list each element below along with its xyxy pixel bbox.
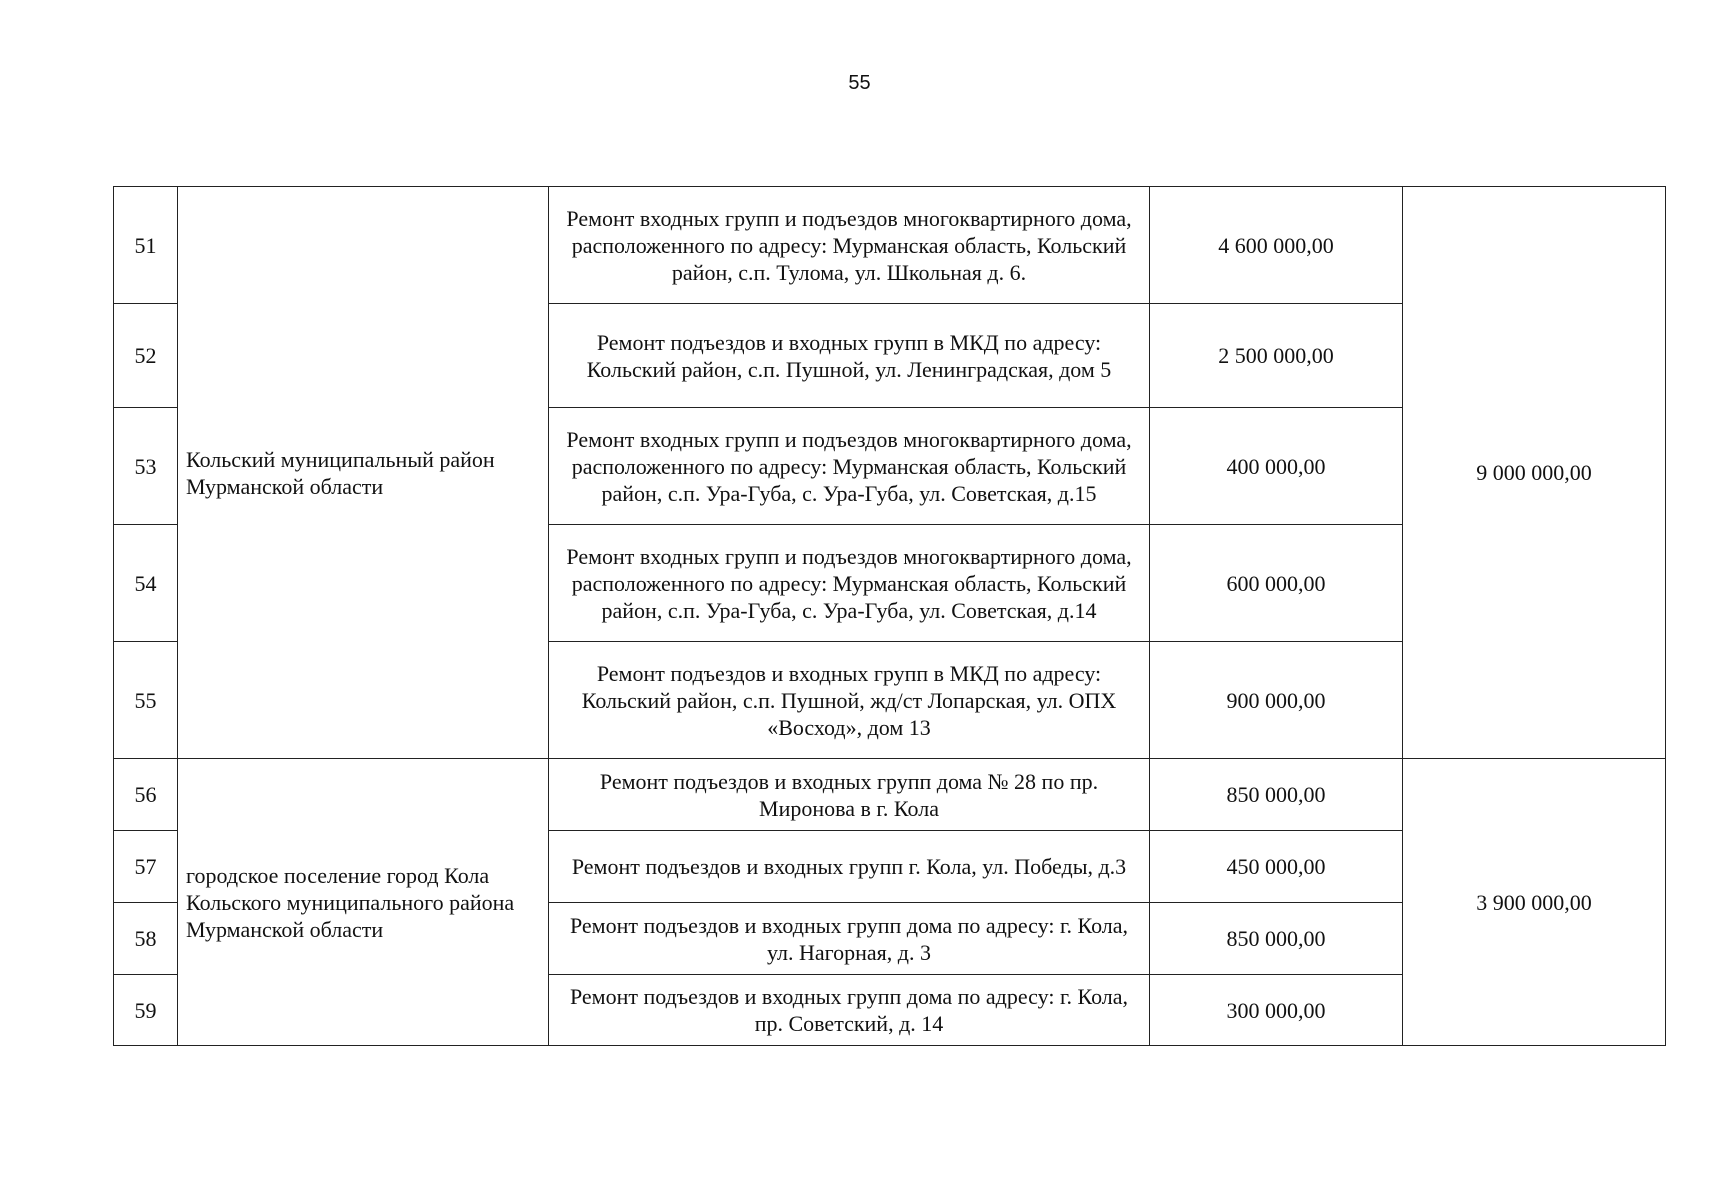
table-row — [114, 759, 1666, 831]
group-total-cell: 3 900 000,00 — [1403, 759, 1666, 1046]
amount-cell: 300 000,00 — [1150, 975, 1403, 1046]
amount-cell: 2 500 000,00 — [1150, 304, 1403, 408]
row-number: 53 — [114, 408, 178, 525]
amount-cell: 600 000,00 — [1150, 525, 1403, 642]
work-description: Ремонт подъездов и входных групп дома по адресу: г. Кола, ул. Нагорная, д. 3 — [549, 903, 1150, 975]
table-row — [114, 187, 1666, 304]
row-number: 56 — [114, 759, 178, 831]
amount-cell: 400 000,00 — [1150, 408, 1403, 525]
row-number: 57 — [114, 831, 178, 903]
group-total-cell: 9 000 000,00 — [1403, 187, 1666, 759]
work-description: Ремонт подъездов и входных групп в МКД по адресу: Кольский район, с.п. Пушной, ул. Ленинградская, дом 5 — [549, 304, 1150, 408]
row-number: 59 — [114, 975, 178, 1046]
work-description: Ремонт входных групп и подъездов многоквартирного дома, расположенного по адресу: Мурманская область, Кольский район, с.п. Ура-Губа, с. Ура-Губа, ул. Советская, д.14 — [549, 525, 1150, 642]
amount-cell: 850 000,00 — [1150, 759, 1403, 831]
organization-cell: Кольский муниципальный район Мурманской области — [178, 187, 549, 759]
page-number: 55 — [848, 72, 871, 94]
work-description: Ремонт подъездов и входных групп г. Кола, ул. Победы, д.3 — [549, 831, 1150, 903]
row-number: 51 — [114, 187, 178, 304]
row-number: 54 — [114, 525, 178, 642]
amount-cell: 4 600 000,00 — [1150, 187, 1403, 304]
row-number: 52 — [114, 304, 178, 408]
row-number: 58 — [114, 903, 178, 975]
work-description: Ремонт входных групп и подъездов многоквартирного дома, расположенного по адресу: Мурманская область, Кольский район, с.п. Тулома, ул. Школьная д. 6. — [549, 187, 1150, 304]
row-number: 55 — [114, 642, 178, 759]
work-description: Ремонт подъездов и входных групп дома по адресу: г. Кола, пр. Советский, д. 14 — [549, 975, 1150, 1046]
organization-cell: городское поселение город Кола Кольского муниципального района Мурманской области — [178, 759, 549, 1046]
amount-cell: 850 000,00 — [1150, 903, 1403, 975]
amount-cell: 900 000,00 — [1150, 642, 1403, 759]
amount-cell: 450 000,00 — [1150, 831, 1403, 903]
work-description: Ремонт подъездов и входных групп в МКД по адресу: Кольский район, с.п. Пушной, жд/ст Лопарская, ул. ОПХ «Восход», дом 13 — [549, 642, 1150, 759]
work-description: Ремонт входных групп и подъездов многоквартирного дома, расположенного по адресу: Мурманская область, Кольский район, с.п. Ура-Губа, с. Ура-Губа, ул. Советская, д.15 — [549, 408, 1150, 525]
funding-table — [113, 186, 1666, 1046]
work-description: Ремонт подъездов и входных групп дома № 28 по пр. Миронова в г. Кола — [549, 759, 1150, 831]
